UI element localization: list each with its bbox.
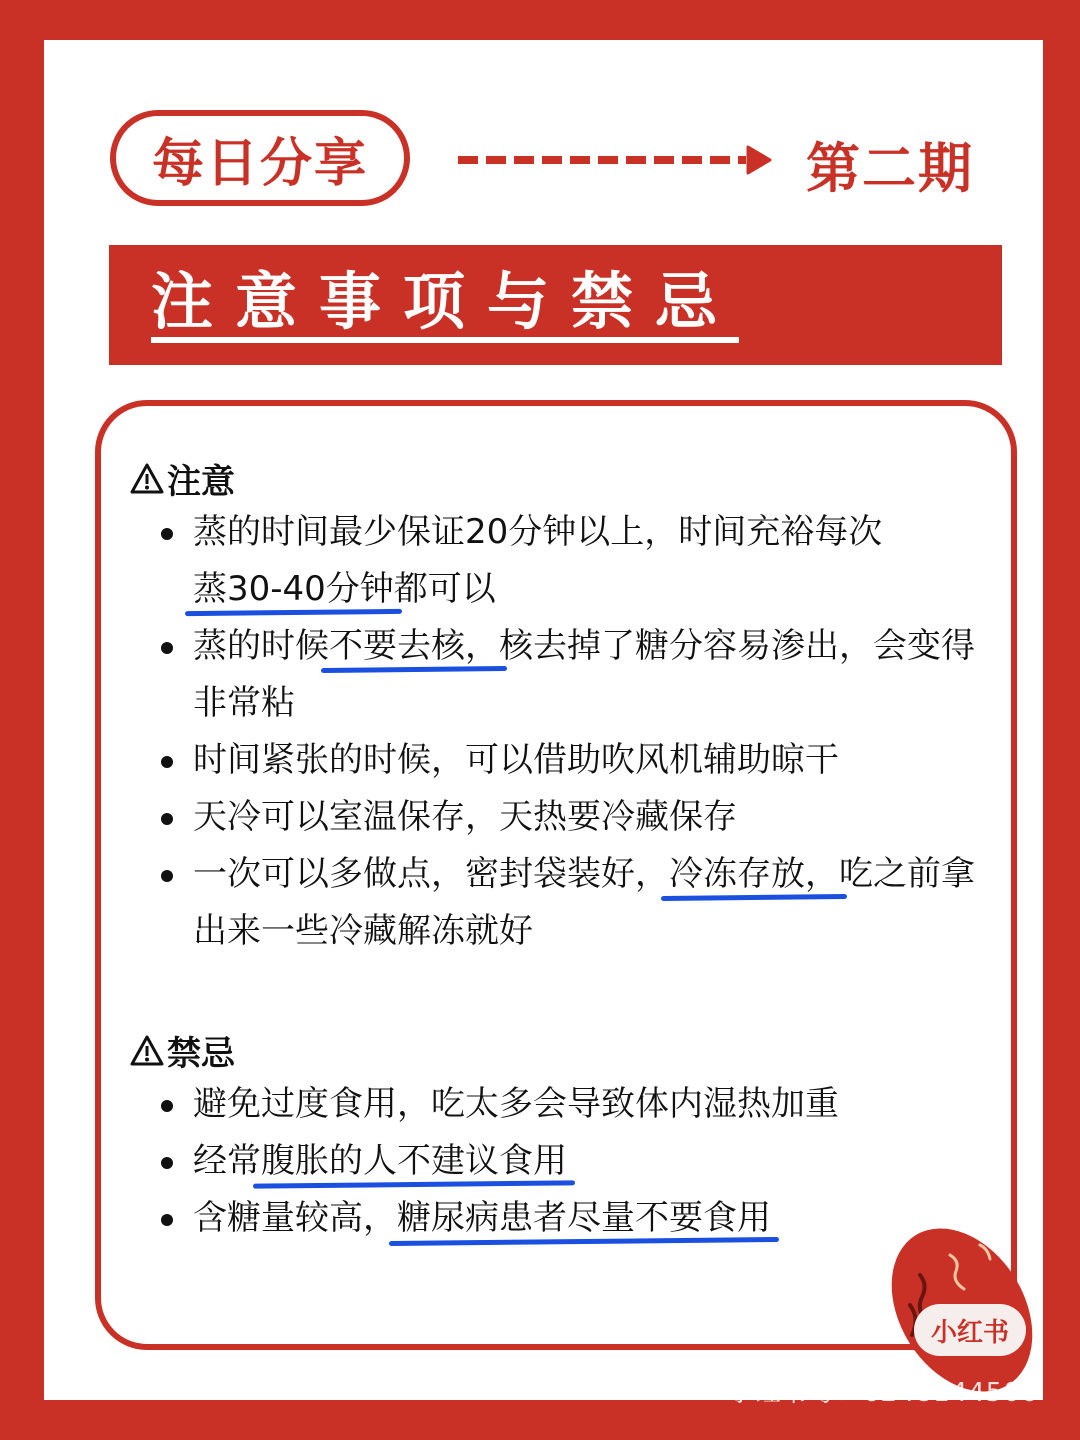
list-item: 一次可以多做点，密封袋装好，冷冻存放，吃之前拿出来一些冷藏解冻就好 — [135, 846, 975, 960]
banner-title: 注意事项与禁忌 — [151, 269, 739, 343]
notes-list — [135, 504, 975, 960]
highlight: 冷冻存放， — [669, 854, 839, 894]
list-item: 经常腹胀的人不建议食用 — [135, 1133, 975, 1190]
daily-share-label: 每日分享 — [151, 133, 368, 194]
highlight: 腹胀的人不建议食用 — [261, 1141, 567, 1181]
taboos-heading — [129, 1026, 235, 1075]
highlight: 蒸30-40分钟 — [193, 569, 394, 609]
title-banner — [109, 245, 1002, 365]
highlight: 糖尿病患者尽量不要食用 — [397, 1198, 771, 1238]
daily-share-pill — [110, 110, 410, 206]
list-item: 含糖量较高，糖尿病患者尽量不要食用 — [135, 1190, 975, 1247]
warning-icon — [129, 1033, 165, 1069]
issue-number: 第二期 — [806, 137, 974, 200]
taboos-list — [135, 1076, 975, 1247]
list-item: 天冷可以室温保存，天热要冷藏保存 — [135, 789, 975, 846]
warning-icon — [129, 461, 165, 497]
watermark: 小红书号：6248144506 — [728, 1378, 1039, 1408]
list-item: 避免过度食用，吃太多会导致体内湿热加重 — [135, 1076, 975, 1133]
notes-heading — [129, 454, 235, 503]
taboos-title: 禁忌 — [167, 1034, 235, 1074]
content-card — [95, 400, 1017, 1350]
brand-badge: 小红书 — [914, 1304, 1026, 1356]
list-item: 蒸的时间最少保证20分钟以上，时间充裕每次蒸30-40分钟都可以 — [135, 504, 975, 618]
list-item: 时间紧张的时候，可以借助吹风机辅助晾干 — [135, 732, 975, 789]
highlight: 不要去核， — [329, 626, 499, 666]
notes-title: 注意 — [167, 462, 235, 502]
dashed-arrow-icon — [456, 145, 772, 175]
list-item: 蒸的时候不要去核，核去掉了糖分容易渗出，会变得非常粘 — [135, 618, 975, 732]
